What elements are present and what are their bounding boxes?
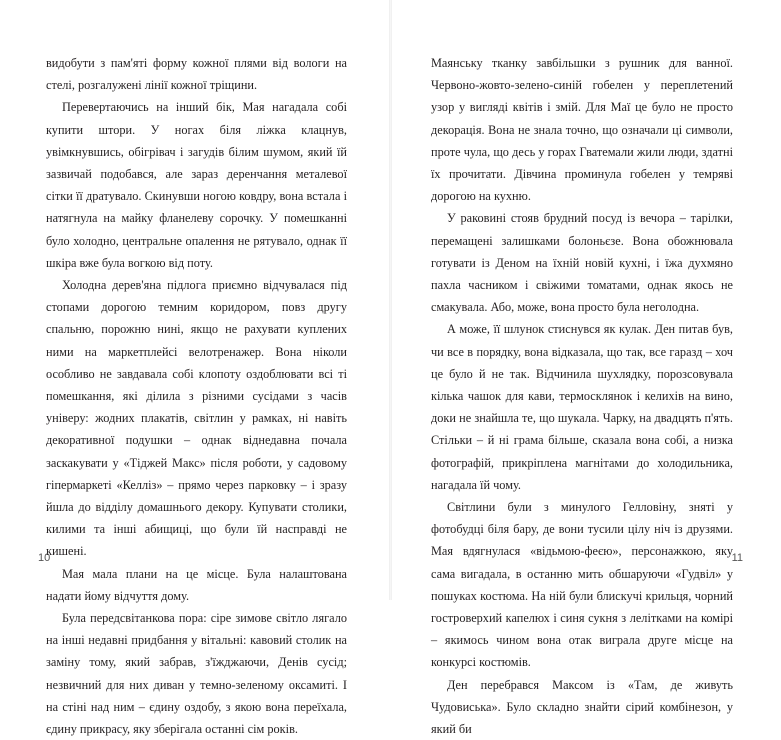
paragraph: Мая мала плани на це місце. Була налаштована надати йому відчуття дому.: [46, 566, 347, 603]
right-page-body: [431, 52, 733, 740]
paragraph: Світлини були з минулого Гелловіну, зняті у фотобудці біля бару, де вони тусили цілу ніч із друзями. Мая вдягнулася «відьмою-феєю», персонажкою, яку сама вигадала, в останню мить обшаруючи «Гудвіл» у пошуках костюма. На ній були блискучі крильця, чорний гостроверхий капелюх і синя сукня з лелітками на комірі – якимось чином вона отак виграла друге місце на конкурсі костюмів.: [431, 500, 733, 670]
paragraph: Маянську тканку завбільшки з рушник для ванної. Червоно-жовто-зелено-синій гобелен у переплетений узор у вигляді квітів і змій. Для Маї це було не просто декорація. Вона не знала точно, що означали ці символи, проте чула, що десь у горах Гватемали жили люди, здатні їх прочитати. Дівчина проминула гобелен у темряві дорогою на кухню.: [431, 56, 733, 204]
page-number-left: 10: [38, 552, 51, 564]
paragraph: Ден перебрався Максом із «Там, де живуть Чудовиська». Було складно знайти сірий комбінезон, у який би: [431, 677, 733, 737]
paragraph: Була передсвітанкова пора: сіре зимове світло лягало на інші недавні придбання у вітальні: кавовий столик на заміну тому, який забрав, з'їжджаючи, Денів сусід; незвичний для них диван у темно-зеленому оксамиті. І на стіні над ним – єдину оздобу, з якою вона переїхала, єдину прикрасу, яку зберігала останні сім років.: [46, 611, 347, 737]
left-page-body: [46, 52, 347, 740]
right-page: [391, 0, 781, 737]
left-page: [0, 0, 390, 737]
paragraph: Холодна дерев'яна підлога приємно відчувалася під стопами дорогою темним коридором, повз другу спальню, порожню нині, якщо не рахувати куплених ними на маркетплейсі велотренажер. Вона ніколи особливо не завдавала собі клопоту оздоблювати всі ті помешкання, які ділила з різними сусідами з часів універу: жодних плакатів, світлин у рамках, ні навіть декоративної подушки – однак віднедавна почала заскакувати у «Тіджей Макс» після роботи, у садовому гіпермаркеті «Келліз» – прямо через парковку – і зразу йшла до відділу домашнього декору. Купувати столики, килими та інші абищиці, що були їй насправді не кишені.: [46, 278, 347, 559]
paragraph: У раковині стояв брудний посуд із вечора – тарілки, перемащені залишками болоньєзе. Вона обожнювала готувати із Деном на їхній новій кухні, і їжа духмяно пахла часником і свіжими томатами, однак якось не смакувала. Або, може, вона просто була неголодна.: [431, 211, 733, 315]
paragraph: А може, її шлунок стиснувся як кулак. Ден питав був, чи все в порядку, вона відказала, що так, все гаразд – хоч це було й не так. Відчинила шухлядку, порозсовувала кілька чашок для кави, термосклянок і келихів на вино, доки не знайшла те, що шукала. Чарку, на двадцять п'ять. Стільки – й ні грама більше, сказала вона собі, а низка фотографій, прикріплена магнітами до холодильника, нагадала їй чому.: [431, 322, 733, 492]
paragraph: Перевертаючись на інший бік, Мая нагадала собі купити штори. У ногах біля ліжка клацнув, увімкнувшись, обігрівач і загудів білим шумом, який їй зазвичай подобався, але зараз деренчання металевої сітки її дратувало. Скинувши ногою ковдру, вона встала і натягнула на майку фланелеву сорочку. У помешканні було холодно, центральне опалення не рятувало, однак її шкіра вже була вогкою від поту.: [46, 100, 347, 270]
paragraph: видобути з пам'яті форму кожної плями від вологи на стелі, розгалужені лінії кожної тріщини.: [46, 56, 347, 93]
page-number-right: 11: [731, 552, 743, 564]
